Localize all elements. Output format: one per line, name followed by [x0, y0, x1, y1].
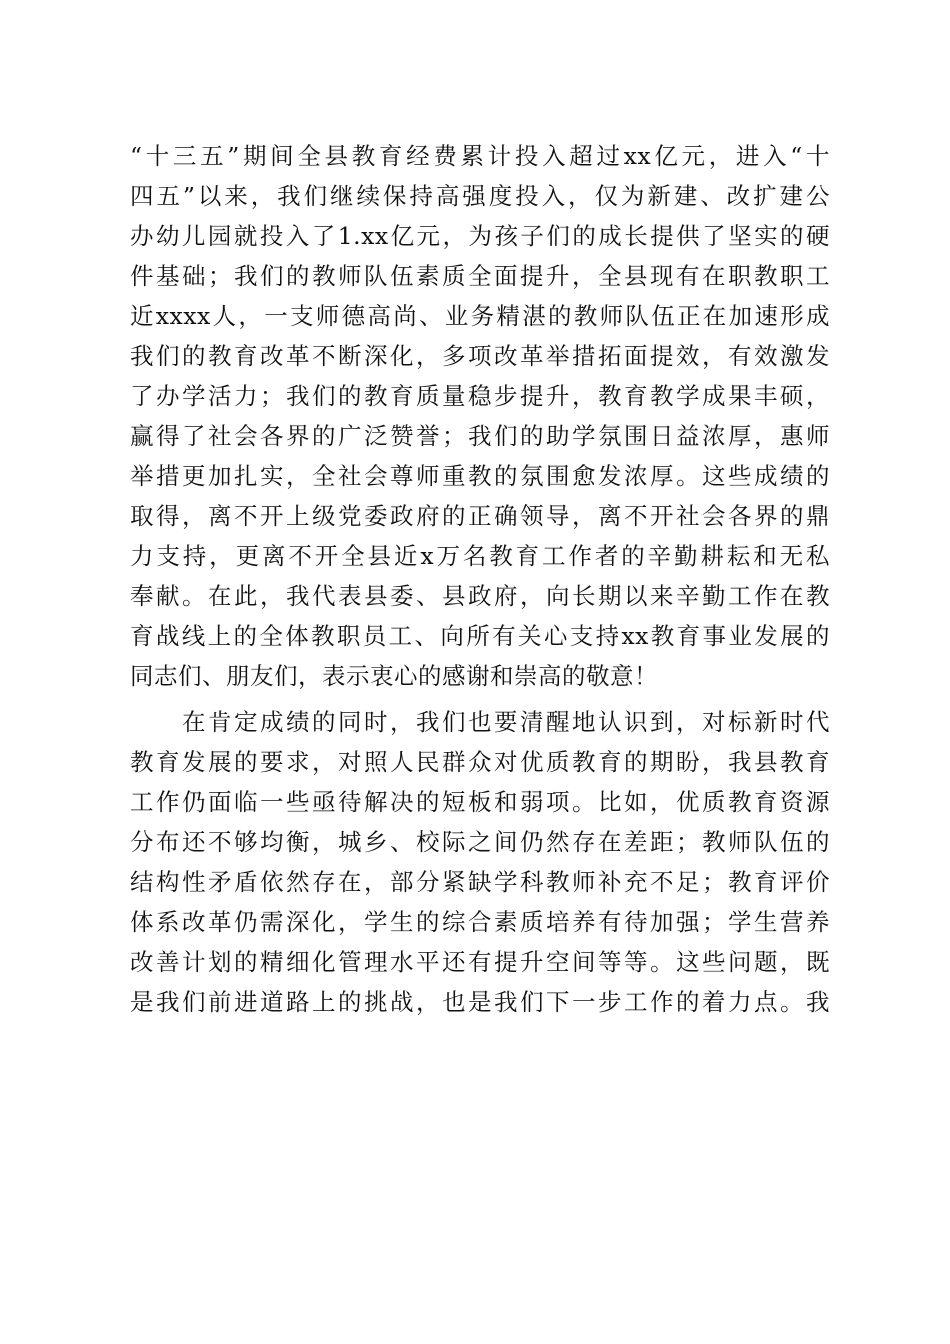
text-line: 体系改革仍需深化，学生的综合素质培养有待加强；学生营养: [130, 908, 830, 936]
paragraph-challenges: [130, 702, 830, 1022]
text-line: 育战线上的全体教职员工、向所有关心支持xx教育事业发展的: [130, 622, 830, 650]
text-line: 举措更加扎实，全社会尊师重教的氛围愈发浓厚。这些成绩的: [130, 462, 830, 490]
document-body: [130, 136, 830, 1022]
text-line: 是我们前进道路上的挑战，也是我们下一步工作的着力点。我: [130, 988, 830, 1016]
text-line: 奉献。在此，我代表县委、县政府，向长期以来辛勤工作在教: [130, 582, 830, 610]
text-line: 近xxxx人，一支师德高尚、业务精湛的教师队伍正在加速形成: [130, 302, 830, 330]
text-line: 取得，离不开上级党委政府的正确领导，离不开社会各界的鼎: [130, 502, 830, 530]
text-line: 结构性矛盾依然存在，部分紧缺学科教师补充不足；教育评价: [130, 868, 830, 896]
text-line: 同志们、朋友们，表示衷心的感谢和崇高的敬意！: [130, 662, 658, 690]
text-line: 我们的教育改革不断深化，多项改革举措拓面提效，有效激发: [130, 342, 830, 370]
text-line: 赢得了社会各界的广泛赞誉；我们的助学氛围日益浓厚，惠师: [130, 422, 830, 450]
text-line: 了办学活力；我们的教育质量稳步提升，教育教学成果丰硕，: [130, 382, 830, 410]
text-line: “十三五”期间全县教育经费累计投入超过xx亿元，进入“十: [130, 142, 830, 170]
text-line: 办幼儿园就投入了1.xx亿元，为孩子们的成长提供了坚实的硬: [130, 222, 830, 250]
text-line: 教育发展的要求，对照人民群众对优质教育的期盼，我县教育: [130, 748, 830, 776]
paragraph-achievements: [130, 136, 830, 696]
text-line: 改善计划的精细化管理水平还有提升空间等等。这些问题，既: [130, 948, 830, 976]
text-line: 工作仍面临一些亟待解决的短板和弱项。比如，优质教育资源: [130, 788, 830, 816]
text-line: 力支持，更离不开全县近x万名教育工作者的辛勤耕耘和无私: [130, 542, 830, 570]
text-line: 四五”以来，我们继续保持高强度投入，仅为新建、改扩建公: [130, 182, 830, 210]
text-line: 件基础；我们的教师队伍素质全面提升，全县现有在职教职工: [130, 262, 830, 290]
text-line: 在肯定成绩的同时，我们也要清醒地认识到，对标新时代: [130, 708, 830, 736]
text-line: 分布还不够均衡，城乡、校际之间仍然存在差距；教师队伍的: [130, 828, 830, 856]
